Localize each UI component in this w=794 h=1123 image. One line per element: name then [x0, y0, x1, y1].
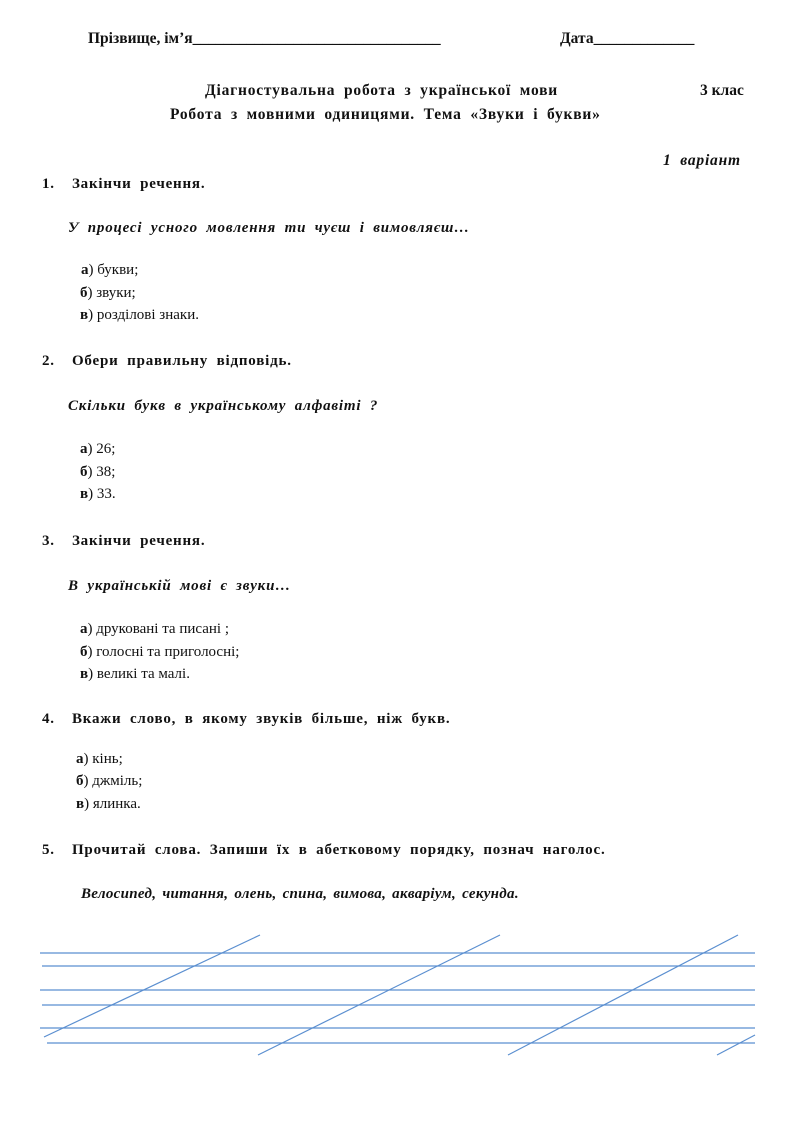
title-line-1: Діагностувальна робота з української мови	[205, 82, 559, 99]
task-3-option-b: б) голосні та приголосні;	[80, 644, 240, 660]
option-text: друковані та писані ;	[96, 621, 230, 637]
writing-slant	[717, 1035, 755, 1055]
option-text: кінь;	[92, 751, 123, 767]
option-label: б	[80, 464, 88, 480]
task-2-text: Обери правильну відповідь.	[71, 353, 292, 369]
task-3-prompt: В українській мові є звуки…	[68, 578, 292, 594]
option-text: звуки;	[96, 285, 136, 301]
date-blank: _____________	[593, 30, 695, 47]
task-1-text: Закінчи речення.	[71, 176, 206, 192]
option-text: букви;	[97, 262, 139, 278]
task-1-option-b: б) звуки;	[80, 285, 136, 301]
option-text: ялинка.	[92, 796, 141, 812]
date-label: Дата	[560, 30, 594, 47]
option-label: а	[80, 441, 88, 457]
writing-slant	[44, 935, 260, 1037]
task-3-option-c: в) великі та малі.	[80, 666, 190, 682]
option-label: в	[76, 796, 85, 812]
name-blank: ________________________________	[192, 30, 441, 47]
option-label: а	[80, 621, 88, 637]
task-2-number: 2.	[42, 353, 55, 369]
option-text: 26;	[96, 441, 116, 457]
task-5-text: Прочитай слова. Запиши їх в абетковому порядку, познач наголос.	[71, 842, 606, 858]
task-4-option-a: а) кінь;	[76, 751, 123, 767]
task-2-option-c: в) 33.	[80, 486, 116, 502]
task-2-prompt: Скільки букв в українському алфавіті ?	[68, 398, 379, 414]
task-3-number: 3.	[42, 533, 55, 549]
task-1-option-a: а) букви;	[81, 262, 139, 278]
task-4-number: 4.	[42, 711, 55, 727]
task-5-number: 5.	[42, 842, 55, 858]
option-label: в	[80, 307, 89, 323]
option-label: б	[80, 644, 88, 660]
task-4-option-c: в) ялинка.	[76, 796, 141, 812]
task-5-prompt: Велосипед, читання, олень, спина, вимова, акваріум, секунда.	[81, 886, 519, 902]
task-2-option-b: б) 38;	[80, 464, 116, 480]
option-label: б	[80, 285, 88, 301]
task-2-option-a: а) 26;	[80, 441, 116, 457]
name-label: Прізвище, ім’я	[88, 30, 193, 47]
option-label: а	[81, 262, 89, 278]
task-1-option-c: в) розділові знаки.	[80, 307, 199, 323]
option-text: джміль;	[92, 773, 143, 789]
task-1-prompt: У процесі усного мовлення ти чуєш і вимовляєш…	[68, 220, 470, 236]
option-label: б	[76, 773, 84, 789]
option-text: великі та малі.	[96, 666, 190, 682]
option-label: в	[80, 666, 89, 682]
task-1-number: 1.	[42, 176, 55, 192]
option-text: розділові знаки.	[96, 307, 199, 323]
title-line-2: Робота з мовними одиницями. Тема «Звуки і букви»	[170, 106, 601, 123]
task-4-text: Вкажи слово, в якому звуків більше, ніж букв.	[71, 711, 451, 727]
option-label: а	[76, 751, 84, 767]
option-text: 33.	[96, 486, 116, 502]
option-text: 38;	[96, 464, 116, 480]
task-3-option-a: а) друковані та писані ;	[80, 621, 230, 637]
task-3-text: Закінчи речення.	[71, 533, 206, 549]
task-4-option-b: б) джміль;	[76, 773, 143, 789]
option-text: голосні та приголосні;	[96, 644, 240, 660]
variant-label: 1 варіант	[663, 152, 741, 169]
option-label: в	[80, 486, 89, 502]
grade-label: 3 клас	[700, 82, 744, 99]
